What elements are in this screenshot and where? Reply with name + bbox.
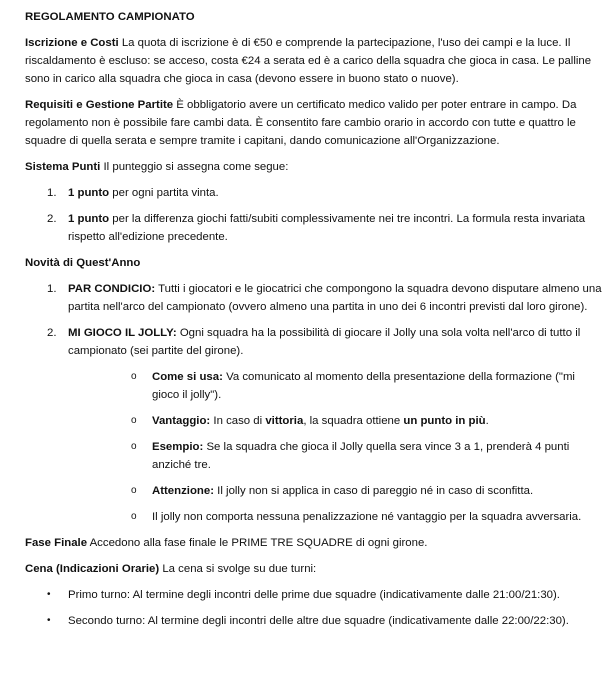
item-text: , la squadra ottiene: [303, 415, 404, 427]
list-item: [25, 612, 604, 630]
item-text: Va comunicato al momento della presentazione della formazione ("mi gioco il jolly").: [152, 371, 575, 401]
item-bold: vittoria: [265, 415, 304, 427]
section-iscrizione: [25, 34, 604, 88]
bullet-icon: •: [47, 615, 51, 626]
list-number: 2.: [47, 213, 57, 225]
list-item: [25, 184, 604, 202]
item-text: Tutti i giocatori e le giocatrici che compongono la squadra devono disputare almeno una partita nell'arco del campionato (ovvero almeno una partita in uno dei 6 incontri previsti dal loro girone).: [68, 283, 602, 313]
section-cena: [25, 560, 604, 578]
list-item: [25, 280, 604, 316]
item-bold: Attenzione:: [152, 485, 215, 497]
section-heading: Novità di Quest'Anno: [25, 257, 141, 269]
list-item: [25, 210, 604, 246]
section-text: La cena si svolge su due turni:: [159, 563, 317, 575]
circle-bullet-icon: o: [131, 511, 137, 522]
item-text: .: [485, 415, 489, 427]
item-bold: 1 punto: [68, 187, 110, 199]
sub-list-item: [68, 508, 604, 526]
sub-list-item: [68, 368, 604, 404]
item-bold: MI GIOCO IL JOLLY:: [68, 327, 177, 339]
section-punti: [25, 158, 604, 176]
bullet-icon: •: [47, 589, 51, 600]
circle-bullet-icon: o: [131, 441, 137, 452]
item-bold: PAR CONDICIO:: [68, 283, 156, 295]
item-text: Se la squadra che gioca il Jolly quella sera vince 3 a 1, prenderà 4 punti anziché tre.: [152, 441, 570, 471]
sub-list-item: [68, 438, 604, 474]
item-bold: 1 punto: [68, 213, 110, 225]
list-item: [25, 586, 604, 604]
document-title: REGOLAMENTO CAMPIONATO: [25, 11, 195, 23]
circle-bullet-icon: o: [131, 485, 137, 496]
circle-bullet-icon: o: [131, 415, 137, 426]
punti-list: [25, 184, 604, 246]
section-text: È obbligatorio avere un certificato medico valido per poter entrare in campo. Da regolamento non è possibile fare cambi data. È consentito fare cambio orario in accordo con tutte e quattro le squadre di quella serata e sempre tramite i capitani, dando comunicazione all'Organizzazione.: [25, 99, 577, 147]
list-number: 1.: [47, 283, 57, 295]
cena-list: [25, 586, 604, 630]
item-bold: Esempio:: [152, 441, 204, 453]
section-text: Accedono alla fase finale le PRIME TRE SQUADRE di ogni girone.: [87, 537, 428, 549]
item-text: per ogni partita vinta.: [109, 187, 219, 199]
section-heading: Requisiti e Gestione Partite: [25, 99, 174, 111]
novita-list: [25, 280, 604, 526]
section-heading: Cena (Indicazioni Orarie): [25, 563, 160, 575]
section-heading: Fase Finale: [25, 537, 88, 549]
list-number: 1.: [47, 187, 57, 199]
list-number: 2.: [47, 327, 57, 339]
sub-list-item: [68, 482, 604, 500]
item-bold: Vantaggio:: [152, 415, 211, 427]
section-novita: [25, 254, 604, 272]
section-fase-finale: [25, 534, 604, 552]
item-text: Primo turno: Al termine degli incontri delle prime due squadre (indicativamente dalle 21:00/21:30).: [68, 589, 560, 601]
section-heading: Iscrizione e Costi: [25, 37, 119, 49]
item-text: Il jolly non comporta nessuna penalizzazione né vantaggio per la squadra avversaria.: [152, 511, 582, 523]
section-text: Il punteggio si assegna come segue:: [100, 161, 289, 173]
section-heading: Sistema Punti: [25, 161, 101, 173]
section-text: La quota di iscrizione è di €50 e comprende la partecipazione, l'uso dei campi e la luce. Il riscaldamento è escluso: se acceso, costa €24 a serata ed è a carico della squadra che gioca in casa. Le palline sono in carico alla squadra che gioca in casa (devono essere in buono stato o nuove).: [25, 37, 592, 85]
item-text: per la differenza giochi fatti/subiti complessivamente nei tre incontri. La formula resta invariata rispetto all'edizione precedente.: [68, 213, 586, 243]
item-text: In caso di: [210, 415, 266, 427]
item-text: Secondo turno: Al termine degli incontri delle altre due squadre (indicativamente dalle 22:00/22:30).: [68, 615, 569, 627]
circle-bullet-icon: o: [131, 371, 137, 382]
item-bold: Come si usa:: [152, 371, 223, 383]
sub-list-item: [68, 412, 604, 430]
item-text: Il jolly non si applica in caso di pareggio né in caso di sconfitta.: [214, 485, 534, 497]
list-item: [25, 324, 604, 526]
section-requisiti: [25, 96, 604, 150]
item-text: Ogni squadra ha la possibilità di giocare il Jolly una sola volta nell'arco di tutto il campionato (sei partite del girone).: [68, 327, 581, 357]
jolly-sublist: [68, 368, 604, 526]
item-bold: un punto in più: [403, 415, 486, 427]
